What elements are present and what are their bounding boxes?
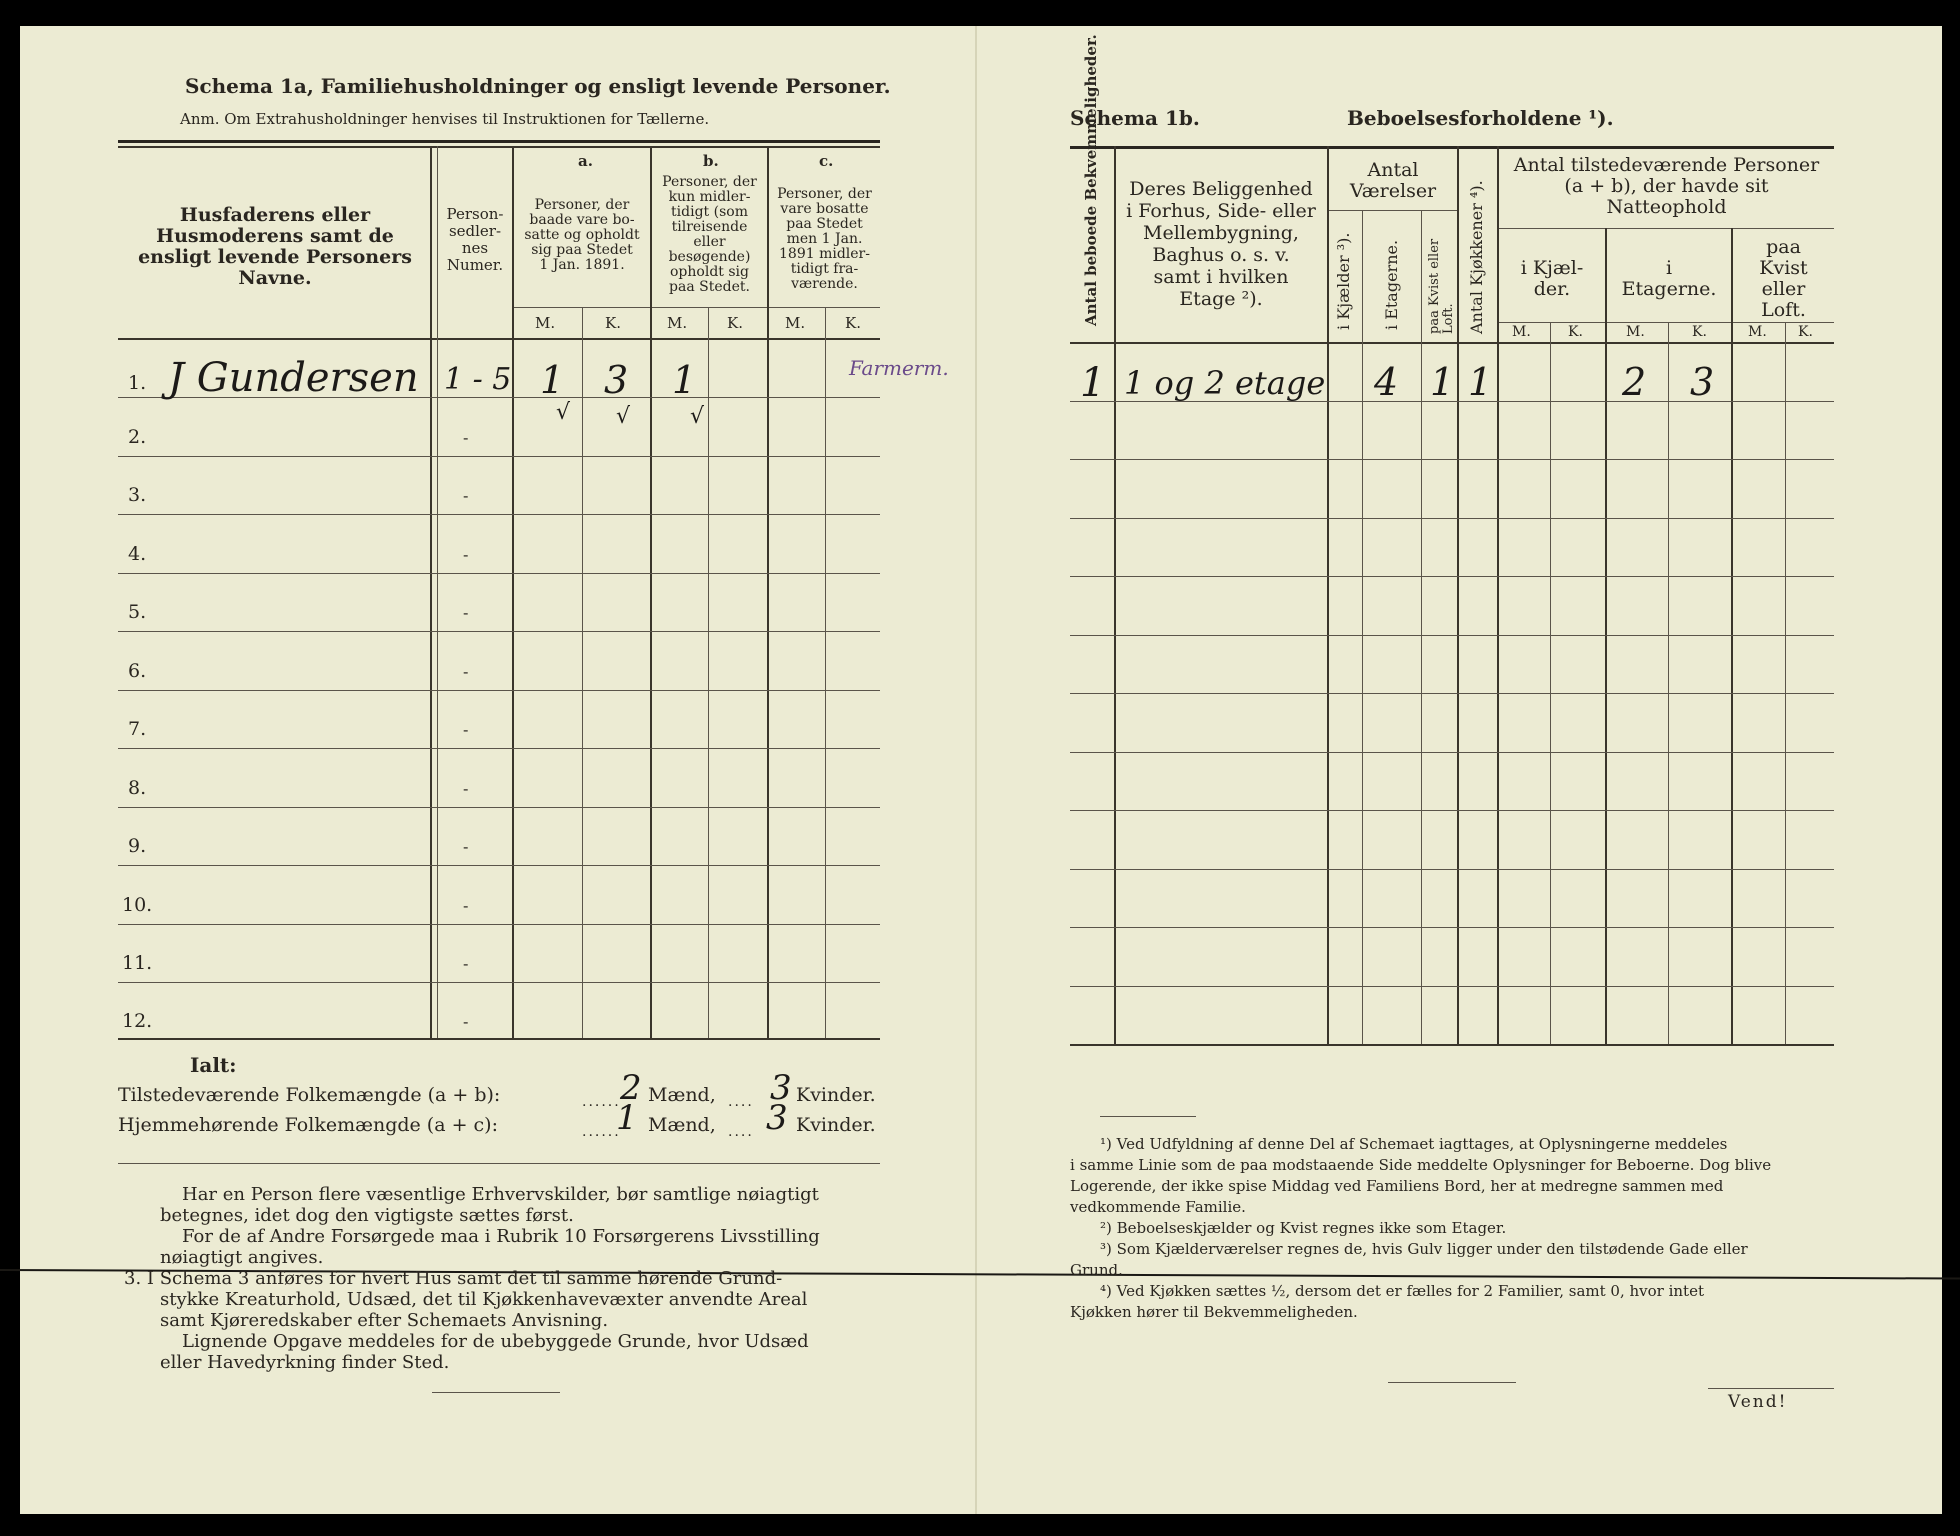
row-line-12 [118, 1038, 880, 1040]
hjemme-maend-value: 1 [616, 1098, 638, 1138]
vline-b-mk [708, 307, 709, 1038]
rrow-line [1070, 576, 1834, 577]
num-dash: - [463, 603, 469, 622]
tilstede-kvinder-value: 3 [770, 1068, 792, 1108]
num-dash: - [463, 720, 469, 739]
entry-note: Farmerm. [849, 356, 949, 380]
rrow-line [1070, 810, 1834, 811]
footnote-4: ⁴) Ved Kjøkken sættes ½, dersom det er fælles for 2 Familier, samt 0, hvor intet [1100, 1282, 1704, 1300]
rvline-et-mk [1668, 322, 1669, 1044]
num-dash: - [463, 837, 469, 856]
col-tilst-header: Antal tilstedeværende Personer (a + b), der havde sit Natteophold [1513, 154, 1820, 218]
rmk-et-m: M. [1626, 324, 1645, 340]
left-top-rule [118, 140, 880, 143]
rrow-line [1070, 1044, 1834, 1046]
schema-1b-subtitle: Beboelsesforholdene ¹). [1347, 106, 1614, 130]
num-dash: - [463, 428, 469, 447]
mk-b-k: K. [727, 314, 743, 332]
entry-name: J Gundersen [168, 355, 419, 401]
row-number: 12. [122, 1010, 153, 1032]
rvline-belig [1327, 146, 1329, 1044]
left-header-bottom [118, 338, 880, 340]
instruction-line: stykke Kreaturhold, Udsæd, det til Kjøkkenhavevæxter anvendte Areal [160, 1289, 808, 1310]
vaer-rule [1327, 210, 1457, 211]
left-divider [118, 1163, 880, 1164]
tilstede-maend-value: 2 [620, 1068, 642, 1108]
hjemme-kvinder-value: 3 [766, 1098, 788, 1138]
entry-et-m: 2 [1622, 360, 1647, 404]
col-kjaelder-header: i Kjælder ³). [1334, 232, 1353, 330]
instruction-line: Lignende Opgave meddeles for de ubebyggede Grunde, hvor Udsæd [182, 1331, 809, 1352]
row-line-4 [118, 573, 880, 574]
row-number: 10. [122, 894, 153, 916]
entry-a-m: 1 [540, 358, 565, 402]
num-dash: - [463, 1012, 469, 1031]
end-rule-right [1388, 1382, 1516, 1383]
entry-kvist: 1 [1430, 360, 1455, 404]
dotted-leader: ...... [582, 1124, 621, 1140]
rvline-etag [1421, 210, 1422, 1044]
check-mark: √ [556, 400, 571, 425]
num-dash: - [463, 779, 469, 798]
rmk-kv-k: K. [1798, 324, 1813, 340]
instruction-line: 3. I Schema 3 anføres for hvert Hus samt det til samme hørende Grund- [124, 1268, 783, 1289]
hjemme-label: Hjemmehørende Folkemængde (a + c): [118, 1114, 498, 1136]
right-header-bottom [1070, 342, 1834, 344]
rrow-line [1070, 518, 1834, 519]
instruction-line: betegnes, idet dog den vigtigste sættes først. [160, 1205, 574, 1226]
instruction-line: Har en Person flere væsentlige Erhvervskilder, bør samtlige nøiagtigt [182, 1184, 819, 1205]
rvline-kj-mk [1550, 322, 1551, 1044]
num-dash: - [463, 545, 469, 564]
col-c-header: Personer, der vare bosatte paa Stedet men 1 Jan. 1891 midler- tidigt fra- værende. [777, 186, 872, 292]
row-line-2 [118, 456, 880, 457]
row-line-10 [118, 924, 880, 925]
col-bekv-header: Antal beboede Bekvemmeligheder. [1082, 34, 1100, 326]
left-top-rule-2 [118, 146, 880, 148]
rmk-kv-m: M. [1748, 324, 1767, 340]
tilstede-label: Tilstedeværende Folkemængde (a + b): [118, 1084, 501, 1106]
rmk-kj-m: M. [1512, 324, 1531, 340]
entry-a-k: 3 [604, 358, 629, 402]
row-line-8 [118, 807, 880, 808]
rvline-kjaelder [1362, 210, 1363, 1044]
row-number: 2. [128, 426, 147, 448]
footnote-rule [1100, 1116, 1196, 1117]
footnote-3: ³) Som Kjælderværelser regnes de, hvis Gulv ligger under den tilstødende Gade eller [1100, 1240, 1748, 1258]
mk-a-m: M. [535, 314, 556, 332]
col-vaer-header: Antal Værelser [1349, 159, 1437, 202]
dotted-leader: .... [728, 1124, 754, 1140]
rvline-et [1731, 228, 1733, 1044]
col-kvist-header: paa Kvist eller Loft. [1427, 238, 1456, 334]
footnote-4: Kjøkken hører til Bekvemmeligheden. [1070, 1303, 1358, 1321]
rrow-line [1070, 927, 1834, 928]
anm-note: Anm. Om Extrahusholdninger henvises til Instruktionen for Tællerne. [180, 110, 710, 128]
row-line-3 [118, 514, 880, 515]
group-a-label: a. [578, 152, 593, 170]
rrow-line [1070, 459, 1834, 460]
sub-etag-header: i Etagerne. [1621, 257, 1717, 300]
row-line-6 [118, 690, 880, 691]
entry-b-m: 1 [672, 358, 697, 402]
entry-person-number: 1 - 5 [444, 362, 512, 397]
num-dash: - [463, 662, 469, 681]
footnote-1: vedkommende Familie. [1070, 1198, 1246, 1216]
instruction-line: samt Kjøreredskaber efter Schemaets Anvisning. [160, 1310, 609, 1331]
entry-kjokken: 1 [1468, 360, 1493, 404]
page-fold [975, 26, 977, 1514]
group-b-label: b. [703, 152, 719, 170]
kvinder-label: Kvinder. [796, 1114, 876, 1136]
instruction-line: nøiagtigt angives. [160, 1247, 324, 1268]
vend-rule [1708, 1388, 1834, 1389]
footnote-1: Logerende, der ikke spise Middag ved Familiens Bord, her at medregne sammen med [1070, 1177, 1724, 1195]
row-number: 11. [122, 952, 153, 974]
num-dash: - [463, 486, 469, 505]
col-belig-header: Deres Beliggenhed i Forhus, Side- eller Mellembygning, Baghus o. s. v. samt i hvilken Etage ²). [1126, 178, 1316, 310]
row-number: 5. [128, 601, 147, 623]
row-line-7 [118, 748, 880, 749]
tilst-rule [1497, 228, 1834, 229]
vend-label: Vend! [1728, 1392, 1788, 1412]
rrow-line [1070, 693, 1834, 694]
instruction-line: For de af Andre Forsørgede maa i Rubrik 10 Forsørgerens Livsstilling [182, 1226, 820, 1247]
rvline-vaer [1457, 146, 1459, 1044]
dotted-leader: .... [728, 1094, 754, 1110]
row-number: 9. [128, 835, 147, 857]
col-names-header: Husfaderens eller Husmoderens samt de ensligt levende Personers Navne. [138, 204, 412, 289]
row-line-5 [118, 631, 880, 632]
right-top-rule [1070, 146, 1834, 149]
ialt-label: Ialt: [190, 1053, 237, 1077]
end-rule [432, 1392, 560, 1393]
rmk-kj-k: K. [1568, 324, 1583, 340]
vline-names [430, 146, 432, 1038]
num-dash: - [463, 954, 469, 973]
mk-b-m: M. [667, 314, 688, 332]
col-kjokken-header: Antal Kjøkkener ⁴). [1467, 180, 1486, 334]
rvline-kj [1605, 228, 1607, 1044]
footnote-2: ²) Beboelseskjælder og Kvist regnes ikke som Etager. [1100, 1219, 1507, 1237]
col-b-header: Personer, der kun midler- tidigt (som tilreisende eller besøgende) opholdt sig paa Stedet. [662, 174, 757, 295]
mk-a-k: K. [605, 314, 621, 332]
vline-a-mk [582, 307, 583, 1038]
right-mk-rule [1497, 322, 1834, 323]
schema-1a-title: Schema 1a, Familiehusholdninger og ensligt levende Personer. [185, 74, 891, 98]
num-dash: - [463, 896, 469, 915]
rrow-line [1070, 986, 1834, 987]
row-line-11 [118, 982, 880, 983]
footnote-3: Grund. [1070, 1261, 1123, 1279]
row-number: 1. [128, 372, 147, 394]
rmk-et-k: K. [1692, 324, 1707, 340]
rrow-line [1070, 752, 1834, 753]
row-number: 8. [128, 777, 147, 799]
row-line-9 [118, 865, 880, 866]
mk-c-m: M. [785, 314, 806, 332]
row-number: 4. [128, 543, 147, 565]
group-c-label: c. [819, 152, 834, 170]
entry-bekv: 1 [1080, 360, 1106, 406]
vline-c-mk [825, 307, 826, 1038]
vline-num [512, 146, 514, 1038]
rrow-line [1070, 635, 1834, 636]
vline-names-2 [437, 146, 438, 1038]
sub-kjaelder-header: i Kjæl- der. [1520, 257, 1584, 300]
maend-label: Mænd, [648, 1114, 716, 1136]
col-a-header: Personer, der baade vare bo- satte og opholdt sig paa Stedet 1 Jan. 1891. [524, 197, 640, 273]
rrow-line [1070, 869, 1834, 870]
rvline-kv-mk [1785, 322, 1786, 1044]
entry-etag: 4 [1374, 360, 1399, 404]
schema-1b-title: Schema 1b. [1070, 106, 1200, 130]
sub-kvist-header: paa Kvist eller Loft. [1759, 236, 1808, 321]
check-mark: √ [690, 404, 705, 429]
col-num-header: Person- sedler- nes Numer. [446, 205, 504, 274]
col-etag-header: i Etagerne. [1382, 239, 1401, 330]
footnote-1: i samme Linie som de paa modstaaende Side meddelte Oplysninger for Beboerne. Dog blive [1070, 1156, 1772, 1174]
instruction-line: eller Havedyrkning finder Sted. [160, 1352, 450, 1373]
entry-et-k: 3 [1690, 360, 1715, 404]
mk-c-k: K. [845, 314, 861, 332]
check-mark: √ [616, 404, 631, 429]
kvinder-label: Kvinder. [796, 1084, 876, 1106]
maend-label: Mænd, [648, 1084, 716, 1106]
footnote-1: ¹) Ved Udfyldning af denne Del af Schemaet iagttages, at Oplysningerne meddeles [1100, 1135, 1728, 1153]
row-number: 6. [128, 660, 147, 682]
row-number: 3. [128, 484, 147, 506]
row-number: 7. [128, 718, 147, 740]
dotted-leader: ...... [582, 1094, 621, 1110]
entry-belig: 1 og 2 etage [1124, 364, 1326, 402]
